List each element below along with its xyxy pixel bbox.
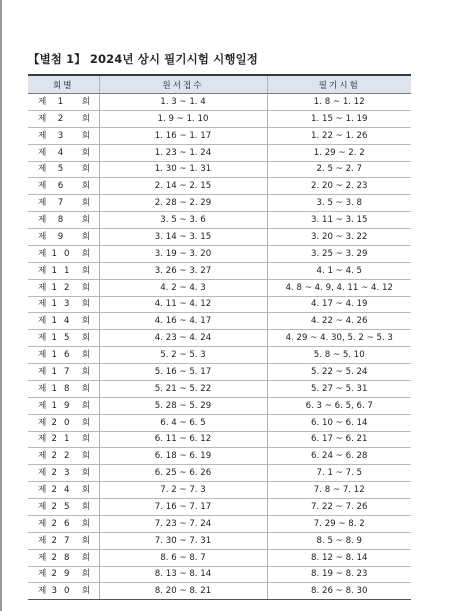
round-suffix: 회 (81, 434, 90, 445)
round-suffix: 회 (81, 518, 90, 529)
round-cell (28, 94, 99, 111)
exam-period-cell: 3. 11 ~ 3. 15 (267, 212, 411, 229)
exam-period-cell: 1. 22 ~ 1. 26 (267, 127, 411, 144)
round-prefix: 제 (38, 468, 47, 479)
round-prefix: 제 (38, 350, 47, 361)
round-suffix: 회 (81, 215, 90, 226)
round-cell (28, 127, 99, 144)
round-number: 9 (57, 231, 71, 242)
application-period-cell: 8. 13 ~ 8. 14 (99, 566, 267, 583)
page-title: 【별첨 1】 2024년 상시 필기시험 시행일정 (28, 52, 258, 66)
exam-period-cell: 8. 19 ~ 8. 23 (267, 566, 411, 583)
exam-period-cell: 4. 1 ~ 4. 5 (267, 262, 411, 279)
exam-period-cell: 7. 8 ~ 7. 12 (267, 482, 411, 499)
round-number: 3 (57, 130, 71, 141)
round-number: 2 (57, 113, 71, 124)
application-period-cell: 8. 20 ~ 8. 21 (99, 583, 267, 600)
round-label (38, 179, 90, 193)
document-left-border (0, 0, 2, 611)
exam-period-cell: 8. 26 ~ 8. 30 (267, 583, 411, 600)
round-suffix: 회 (81, 316, 90, 327)
round-label (38, 281, 90, 295)
round-cell (28, 549, 99, 566)
round-cell (28, 364, 99, 381)
table-row (28, 229, 411, 246)
table-row (28, 279, 411, 296)
table-row (28, 515, 411, 532)
round-number: 18 (51, 383, 77, 394)
table-row (28, 313, 411, 330)
exam-period-cell: 4. 22 ~ 4. 26 (267, 313, 411, 330)
round-suffix: 회 (81, 400, 90, 411)
round-cell (28, 195, 99, 212)
application-period-cell: 4. 16 ~ 4. 17 (99, 313, 267, 330)
exam-period-cell: 6. 17 ~ 6. 21 (267, 431, 411, 448)
round-label (38, 297, 90, 311)
round-prefix: 제 (38, 147, 47, 158)
round-number: 1 (57, 96, 71, 107)
table-row (28, 448, 411, 465)
round-suffix: 회 (81, 113, 90, 124)
round-prefix: 제 (38, 231, 47, 242)
round-prefix: 제 (38, 569, 47, 580)
round-prefix: 제 (38, 164, 47, 175)
round-label (38, 146, 90, 160)
application-period-cell: 1. 23 ~ 1. 24 (99, 144, 267, 161)
round-cell (28, 330, 99, 347)
round-suffix: 회 (81, 96, 90, 107)
round-number: 10 (51, 248, 77, 259)
round-prefix: 제 (38, 248, 47, 259)
round-prefix: 제 (38, 198, 47, 209)
round-suffix: 회 (81, 451, 90, 462)
round-cell (28, 397, 99, 414)
table-row (28, 499, 411, 516)
round-suffix: 회 (81, 333, 90, 344)
round-prefix: 제 (38, 316, 47, 327)
round-label (38, 331, 90, 345)
round-cell (28, 414, 99, 431)
round-suffix: 회 (81, 265, 90, 276)
table-row (28, 296, 411, 313)
round-number: 17 (51, 366, 77, 377)
table-row (28, 465, 411, 482)
table-row (28, 212, 411, 229)
round-label (38, 517, 90, 531)
round-suffix: 회 (81, 248, 90, 259)
round-prefix: 제 (38, 130, 47, 141)
header-round: 회별 (28, 75, 99, 94)
table-row (28, 161, 411, 178)
application-period-cell: 5. 2 ~ 5. 3 (99, 347, 267, 364)
round-suffix: 회 (81, 552, 90, 563)
application-period-cell: 3. 14 ~ 3. 15 (99, 229, 267, 246)
exam-period-cell: 7. 29 ~ 8. 2 (267, 515, 411, 532)
round-number: 21 (51, 434, 77, 445)
exam-period-cell: 4. 17 ~ 4. 19 (267, 296, 411, 313)
table-row (28, 94, 411, 111)
round-label (38, 483, 90, 497)
round-cell (28, 229, 99, 246)
application-period-cell: 3. 26 ~ 3. 27 (99, 262, 267, 279)
round-label (38, 382, 90, 396)
round-prefix: 제 (38, 383, 47, 394)
application-period-cell: 1. 30 ~ 1. 31 (99, 161, 267, 178)
round-number: 23 (51, 468, 77, 479)
round-cell (28, 482, 99, 499)
exam-schedule-table (28, 74, 411, 600)
round-cell (28, 110, 99, 127)
round-prefix: 제 (38, 501, 47, 512)
round-prefix: 제 (38, 181, 47, 192)
exam-period-cell: 3. 5 ~ 3. 8 (267, 195, 411, 212)
round-label (38, 466, 90, 480)
round-number: 28 (51, 552, 77, 563)
table-row (28, 127, 411, 144)
round-label (38, 129, 90, 143)
round-number: 27 (51, 535, 77, 546)
round-number: 5 (57, 164, 71, 175)
round-cell (28, 313, 99, 330)
exam-period-cell: 3. 20 ~ 3. 22 (267, 229, 411, 246)
table-row (28, 431, 411, 448)
round-prefix: 제 (38, 586, 47, 597)
table-row (28, 110, 411, 127)
round-prefix: 제 (38, 113, 47, 124)
application-period-cell: 4. 23 ~ 4. 24 (99, 330, 267, 347)
table-row (28, 144, 411, 161)
table-row (28, 245, 411, 262)
round-number: 20 (51, 417, 77, 428)
table-row (28, 195, 411, 212)
round-cell (28, 262, 99, 279)
round-prefix: 제 (38, 265, 47, 276)
exam-period-cell: 3. 25 ~ 3. 29 (267, 245, 411, 262)
round-prefix: 제 (38, 535, 47, 546)
application-period-cell: 5. 21 ~ 5. 22 (99, 380, 267, 397)
table-row (28, 347, 411, 364)
round-suffix: 회 (81, 501, 90, 512)
exam-period-cell: 4. 8 ~ 4. 9, 4. 11 ~ 4. 12 (267, 279, 411, 296)
round-suffix: 회 (81, 366, 90, 377)
exam-period-cell: 8. 5 ~ 8. 9 (267, 532, 411, 549)
round-label (38, 95, 90, 109)
round-prefix: 제 (38, 333, 47, 344)
application-period-cell: 1. 16 ~ 1. 17 (99, 127, 267, 144)
round-suffix: 회 (81, 130, 90, 141)
round-label (38, 567, 90, 581)
exam-period-cell: 2. 20 ~ 2. 23 (267, 178, 411, 195)
round-cell (28, 566, 99, 583)
round-label (38, 534, 90, 548)
exam-period-cell: 6. 24 ~ 6. 28 (267, 448, 411, 465)
round-suffix: 회 (81, 350, 90, 361)
round-cell (28, 245, 99, 262)
exam-period-cell: 2. 5 ~ 2. 7 (267, 161, 411, 178)
round-cell (28, 347, 99, 364)
round-prefix: 제 (38, 451, 47, 462)
application-period-cell: 7. 23 ~ 7. 24 (99, 515, 267, 532)
round-prefix: 제 (38, 96, 47, 107)
application-period-cell: 8. 6 ~ 8. 7 (99, 549, 267, 566)
round-prefix: 제 (38, 518, 47, 529)
round-label (38, 365, 90, 379)
round-number: 12 (51, 282, 77, 293)
round-suffix: 회 (81, 468, 90, 479)
round-suffix: 회 (81, 231, 90, 242)
round-cell (28, 161, 99, 178)
round-cell (28, 144, 99, 161)
exam-period-cell: 1. 8 ~ 1. 12 (267, 94, 411, 111)
exam-period-cell: 5. 27 ~ 5. 31 (267, 380, 411, 397)
round-number: 16 (51, 350, 77, 361)
round-label (38, 416, 90, 430)
application-period-cell: 6. 11 ~ 6. 12 (99, 431, 267, 448)
round-suffix: 회 (81, 485, 90, 496)
exam-period-cell: 5. 22 ~ 5. 24 (267, 364, 411, 381)
round-cell (28, 279, 99, 296)
round-label (38, 213, 90, 227)
application-period-cell: 2. 14 ~ 2. 15 (99, 178, 267, 195)
exam-period-cell: 7. 22 ~ 7. 26 (267, 499, 411, 516)
round-label (38, 196, 90, 210)
exam-period-cell: 1. 15 ~ 1. 19 (267, 110, 411, 127)
table-row (28, 380, 411, 397)
round-cell (28, 212, 99, 229)
table-row (28, 262, 411, 279)
application-period-cell: 7. 16 ~ 7. 17 (99, 499, 267, 516)
round-prefix: 제 (38, 552, 47, 563)
application-period-cell: 6. 25 ~ 6. 26 (99, 465, 267, 482)
table-row (28, 414, 411, 431)
round-cell (28, 178, 99, 195)
table-row (28, 549, 411, 566)
round-prefix: 제 (38, 282, 47, 293)
round-label (38, 399, 90, 413)
round-suffix: 회 (81, 417, 90, 428)
application-period-cell: 2. 28 ~ 2. 29 (99, 195, 267, 212)
application-period-cell: 1. 9 ~ 1. 10 (99, 110, 267, 127)
header-application: 원서접수 (99, 75, 267, 94)
round-number: 26 (51, 518, 77, 529)
round-number: 15 (51, 333, 77, 344)
round-cell (28, 380, 99, 397)
round-suffix: 회 (81, 535, 90, 546)
round-suffix: 회 (81, 147, 90, 158)
table-row (28, 364, 411, 381)
round-number: 11 (51, 265, 77, 276)
round-cell (28, 296, 99, 313)
round-suffix: 회 (81, 282, 90, 293)
round-prefix: 제 (38, 417, 47, 428)
application-period-cell: 5. 28 ~ 5. 29 (99, 397, 267, 414)
round-prefix: 제 (38, 215, 47, 226)
application-period-cell: 4. 2 ~ 4. 3 (99, 279, 267, 296)
round-label (38, 449, 90, 463)
round-label (38, 551, 90, 565)
round-number: 25 (51, 501, 77, 512)
round-number: 14 (51, 316, 77, 327)
application-period-cell: 1. 3 ~ 1. 4 (99, 94, 267, 111)
application-period-cell: 3. 19 ~ 3. 20 (99, 245, 267, 262)
round-cell (28, 465, 99, 482)
exam-period-cell: 8. 12 ~ 8. 14 (267, 549, 411, 566)
round-label (38, 230, 90, 244)
round-number: 29 (51, 569, 77, 580)
round-prefix: 제 (38, 366, 47, 377)
round-suffix: 회 (81, 198, 90, 209)
application-period-cell: 7. 30 ~ 7. 31 (99, 532, 267, 549)
round-suffix: 회 (81, 569, 90, 580)
table-header-row (28, 75, 411, 94)
table-row (28, 330, 411, 347)
application-period-cell: 5. 16 ~ 5. 17 (99, 364, 267, 381)
application-period-cell: 7. 2 ~ 7. 3 (99, 482, 267, 499)
table-row (28, 178, 411, 195)
exam-period-cell: 5. 8 ~ 5. 10 (267, 347, 411, 364)
table-row (28, 566, 411, 583)
round-prefix: 제 (38, 400, 47, 411)
round-prefix: 제 (38, 485, 47, 496)
header-exam: 필기시험 (267, 75, 411, 94)
round-number: 4 (57, 147, 71, 158)
round-suffix: 회 (81, 299, 90, 310)
exam-period-cell: 1. 29 ~ 2. 2 (267, 144, 411, 161)
application-period-cell: 6. 4 ~ 6. 5 (99, 414, 267, 431)
round-label (38, 432, 90, 446)
exam-period-cell: 6. 3 ~ 6. 5, 6. 7 (267, 397, 411, 414)
round-suffix: 회 (81, 383, 90, 394)
exam-period-cell: 6. 10 ~ 6. 14 (267, 414, 411, 431)
round-label (38, 112, 90, 126)
round-suffix: 회 (81, 181, 90, 192)
round-number: 30 (51, 586, 77, 597)
round-label (38, 348, 90, 362)
application-period-cell: 3. 5 ~ 3. 6 (99, 212, 267, 229)
round-prefix: 제 (38, 299, 47, 310)
table-row (28, 397, 411, 414)
round-cell (28, 431, 99, 448)
round-number: 19 (51, 400, 77, 411)
round-number: 13 (51, 299, 77, 310)
round-cell (28, 583, 99, 600)
round-number: 22 (51, 451, 77, 462)
round-number: 7 (57, 198, 71, 209)
application-period-cell: 6. 18 ~ 6. 19 (99, 448, 267, 465)
round-label (38, 500, 90, 514)
round-number: 8 (57, 215, 71, 226)
exam-period-cell: 4. 29 ~ 4. 30, 5. 2 ~ 5. 3 (267, 330, 411, 347)
table-row (28, 532, 411, 549)
round-label (38, 264, 90, 278)
round-prefix: 제 (38, 434, 47, 445)
exam-period-cell: 7. 1 ~ 7. 5 (267, 465, 411, 482)
round-number: 24 (51, 485, 77, 496)
table-row (28, 482, 411, 499)
round-cell (28, 515, 99, 532)
table-body (28, 94, 411, 600)
round-cell (28, 499, 99, 516)
round-suffix: 회 (81, 586, 90, 597)
round-number: 6 (57, 181, 71, 192)
round-cell (28, 532, 99, 549)
table-row (28, 583, 411, 600)
round-label (38, 162, 90, 176)
round-label (38, 584, 90, 598)
round-label (38, 247, 90, 261)
application-period-cell: 4. 11 ~ 4. 12 (99, 296, 267, 313)
round-label (38, 314, 90, 328)
round-cell (28, 448, 99, 465)
round-suffix: 회 (81, 164, 90, 175)
